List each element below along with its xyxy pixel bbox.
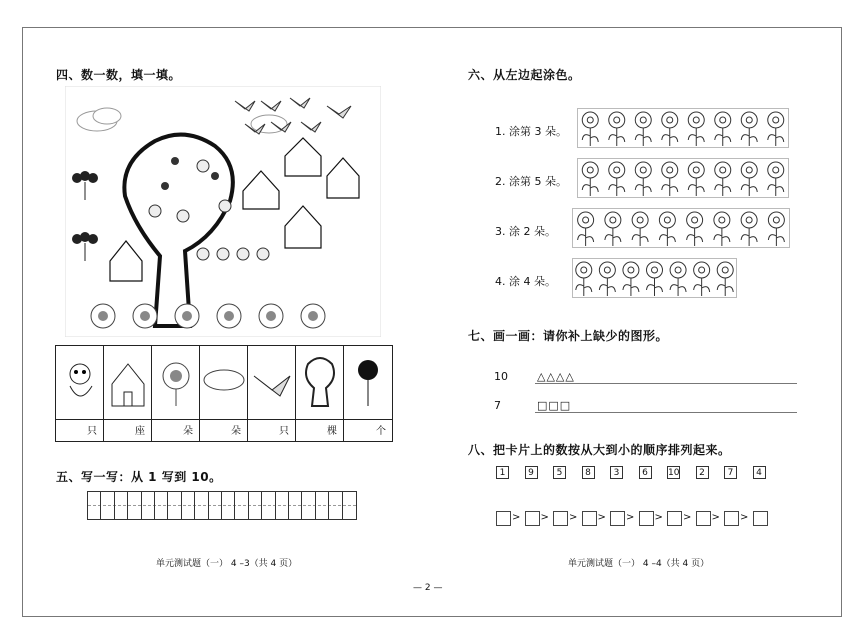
grid-cell-divider <box>208 492 209 519</box>
grid-cell-divider <box>342 492 343 519</box>
flower-icon <box>605 212 621 246</box>
flower-icon <box>768 212 784 246</box>
count-table <box>55 345 393 442</box>
unit-label: 棵 <box>327 426 337 437</box>
unit-label: 只 <box>279 426 289 437</box>
flower-icon <box>687 212 703 246</box>
flower-icon <box>670 262 686 296</box>
count-picture-icon <box>296 346 344 418</box>
flower-row[interactable] <box>577 108 789 148</box>
answer-box[interactable] <box>639 511 654 526</box>
count-cell[interactable] <box>104 346 152 441</box>
unit-label: 个 <box>376 426 386 437</box>
section-5-title: 五、写一写：从 1 写到 10。 <box>56 470 222 484</box>
right-footer: 单元测试题（一） 4 –4（共 4 页） <box>568 559 710 569</box>
unit-label: 只 <box>87 426 97 437</box>
number-card: 5 <box>553 466 566 479</box>
unit-label: 座 <box>135 426 145 437</box>
grid-cell-divider <box>141 492 142 519</box>
number-card: 9 <box>525 466 538 479</box>
flower-icon <box>741 212 757 246</box>
color-row-label: 2. 涂第 5 朵。 <box>495 175 567 188</box>
count-picture-icon <box>56 346 104 418</box>
count-picture-icon <box>344 346 392 418</box>
section-7-title: 七、画一画：请你补上缺少的图形。 <box>468 329 669 343</box>
number-card: 2 <box>696 466 709 479</box>
flower-icon <box>635 112 651 146</box>
answer-box[interactable] <box>610 511 625 526</box>
flower-icon <box>768 162 784 196</box>
color-row-label: 4. 涂 4 朵。 <box>495 275 556 288</box>
number-card: 6 <box>639 466 652 479</box>
grid-cell-divider <box>194 492 195 519</box>
answer-box[interactable] <box>496 511 511 526</box>
grid-cell-divider <box>100 492 101 519</box>
answer-box[interactable] <box>582 511 597 526</box>
count-cell[interactable] <box>200 346 248 441</box>
flower-icon <box>768 112 784 146</box>
flower-row[interactable] <box>577 158 789 198</box>
number-card: 4 <box>753 466 766 479</box>
number-card: 8 <box>582 466 595 479</box>
flower-icon <box>662 112 678 146</box>
grid-cell-divider <box>275 492 276 519</box>
flower-icon <box>609 162 625 196</box>
greater-than-sign: > <box>512 512 521 523</box>
count-picture-icon <box>248 346 296 418</box>
draw-answer-line[interactable] <box>535 412 797 413</box>
color-row-label: 3. 涂 2 朵。 <box>495 225 556 238</box>
draw-row-shapes: □□□ <box>537 399 572 412</box>
flower-icon <box>694 262 710 296</box>
page-number: — 2 — <box>413 583 443 593</box>
count-picture-icon <box>152 346 200 418</box>
unit-label: 朵 <box>183 426 193 437</box>
flower-icon <box>635 162 651 196</box>
number-card: 1 <box>496 466 509 479</box>
flower-icon <box>632 212 648 246</box>
counting-picture <box>65 86 381 337</box>
grid-cell-divider <box>167 492 168 519</box>
greater-than-sign: > <box>569 512 578 523</box>
grid-cell-divider <box>114 492 115 519</box>
grid-cell-divider <box>248 492 249 519</box>
flower-icon <box>715 162 731 196</box>
count-cell[interactable] <box>248 346 296 441</box>
greater-than-sign: > <box>711 512 720 523</box>
greater-than-sign: > <box>683 512 692 523</box>
greater-than-sign: > <box>626 512 635 523</box>
count-cell[interactable] <box>56 346 104 441</box>
grid-cell-divider <box>301 492 302 519</box>
count-cell[interactable] <box>296 346 344 441</box>
answer-box[interactable] <box>553 511 568 526</box>
answer-box[interactable] <box>525 511 540 526</box>
section-4-title: 四、数一数，填一填。 <box>56 68 182 82</box>
flower-icon <box>715 112 731 146</box>
number-card: 3 <box>610 466 623 479</box>
color-row-label: 1. 涂第 3 朵。 <box>495 125 567 138</box>
flower-icon <box>688 112 704 146</box>
flower-row[interactable] <box>572 258 737 298</box>
writing-grid[interactable] <box>87 491 357 520</box>
greater-than-sign: > <box>597 512 606 523</box>
answer-box[interactable] <box>696 511 711 526</box>
flower-icon <box>576 262 592 296</box>
answer-box[interactable] <box>753 511 768 526</box>
flower-icon <box>623 262 639 296</box>
number-card: 10 <box>668 468 680 478</box>
draw-row-number: 10 <box>494 370 508 383</box>
flower-icon <box>714 212 730 246</box>
flower-icon <box>609 112 625 146</box>
greater-than-sign: > <box>740 512 749 523</box>
draw-row-number: 7 <box>494 399 501 412</box>
number-card: 7 <box>724 466 737 479</box>
grid-cell-divider <box>261 492 262 519</box>
section-6-title: 六、从左边起涂色。 <box>468 68 581 82</box>
grid-cell-divider <box>181 492 182 519</box>
flower-icon <box>647 262 663 296</box>
answer-box[interactable] <box>667 511 682 526</box>
grid-cell-divider <box>221 492 222 519</box>
flower-icon <box>659 212 675 246</box>
count-picture-icon <box>200 346 248 418</box>
greater-than-sign: > <box>654 512 663 523</box>
draw-row-shapes: △△△△ <box>537 370 575 383</box>
count-cell[interactable] <box>152 346 200 441</box>
greater-than-sign: > <box>540 512 549 523</box>
flower-icon <box>599 262 615 296</box>
flower-icon <box>578 212 594 246</box>
grid-cell-divider <box>315 492 316 519</box>
flower-icon <box>741 112 757 146</box>
left-footer: 单元测试题（一） 4 –3（共 4 页） <box>156 559 298 569</box>
flower-icon <box>688 162 704 196</box>
grid-cell-divider <box>127 492 128 519</box>
draw-answer-line[interactable] <box>535 383 797 384</box>
answer-box[interactable] <box>724 511 739 526</box>
flower-row[interactable] <box>572 208 790 248</box>
grid-cell-divider <box>288 492 289 519</box>
grid-cell-divider <box>234 492 235 519</box>
flower-icon <box>717 262 733 296</box>
flower-icon <box>582 112 598 146</box>
grid-cell-divider <box>328 492 329 519</box>
flower-icon <box>741 162 757 196</box>
grid-cell-divider <box>154 492 155 519</box>
flower-icon <box>662 162 678 196</box>
flower-icon <box>582 162 598 196</box>
section-8-title: 八、把卡片上的数按从大到小的顺序排列起来。 <box>468 443 731 457</box>
count-cell[interactable] <box>344 346 392 441</box>
count-picture-icon <box>104 346 152 418</box>
unit-label: 朵 <box>231 426 241 437</box>
